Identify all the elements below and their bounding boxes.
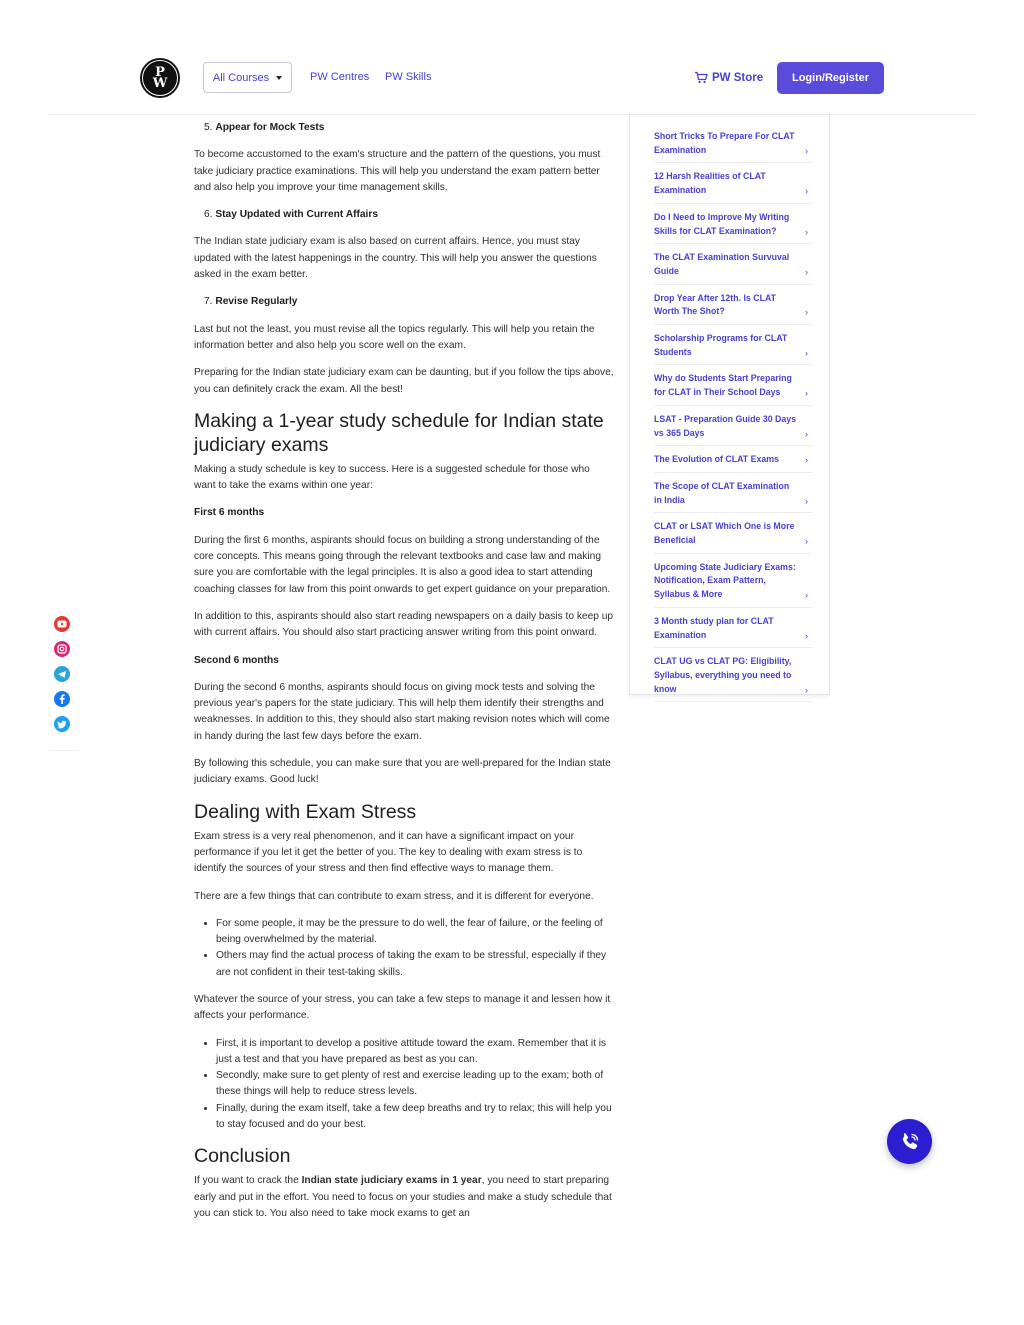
conclusion-text: , you need to start preparing early and put in the effort. You need to focus on your studies and make a study schedule that you can stick to. You also need to take mock exams to get an (194, 1175, 612, 1219)
sidebar-link-label: Drop Year After 12th. Is CLAT Worth The Shot? (654, 292, 777, 317)
social-share-bar (50, 610, 78, 751)
chevron-right-icon: › (805, 630, 808, 641)
chevron-right-icon: › (805, 145, 808, 156)
sidebar-link-label: Why do Students Start Preparing for CLAT in Their School Days (654, 373, 792, 398)
chevron-right-icon: › (805, 347, 808, 358)
sidebar-link[interactable] (654, 365, 812, 405)
list-item: • Others may find the actual process of taking the exam to be stressful, especially if they are not confident in their test-taking skills. (216, 948, 614, 981)
sidebar-link[interactable] (654, 244, 812, 284)
pw-store-link[interactable] (694, 71, 763, 84)
twitter-icon[interactable] (54, 716, 70, 732)
conclusion-text: If you want to crack the (194, 1175, 302, 1187)
sidebar-link[interactable] (654, 513, 812, 553)
list-item: • For some people, it may be the pressure to do well, the fear of failure, or the feeling of being overwhelmed by the material. (216, 916, 614, 949)
conclusion-heading: Conclusion (194, 1145, 291, 1168)
chevron-right-icon: › (805, 266, 808, 277)
schedule-intro: Making a study schedule is key to success. Here is a suggested schedule for those who want to take the exams within one year: (194, 463, 590, 492)
sidebar-link[interactable] (654, 446, 812, 473)
stress-paragraph-1: Exam stress is a very real phenomenon, and it can have a significant impact on your performance if you let it get the better of you. The key to dealing with exam stress is to identify the sources of your stress and then find effective ways to manage them. (194, 830, 583, 875)
sidebar-link[interactable] (654, 554, 812, 608)
facebook-icon[interactable] (54, 691, 70, 707)
telegram-icon[interactable] (54, 666, 70, 682)
step-6-heading (194, 207, 614, 223)
chevron-right-icon: › (805, 536, 808, 547)
sidebar-link-label: LSAT - Preparation Guide 30 Days vs 365 Days (654, 413, 797, 438)
caret-down-icon (276, 76, 282, 80)
chevron-right-icon: › (805, 307, 808, 318)
sidebar-link-label: The Scope of CLAT Examination in India (654, 480, 790, 505)
second-6-months-title: Second 6 months (194, 654, 279, 666)
stress-paragraph-3: Whatever the source of your stress, you can take a few steps to manage it and lessen how it affects your performance. (194, 993, 611, 1022)
step-number: 6. (204, 209, 213, 221)
chevron-right-icon: › (805, 226, 808, 237)
step-6-text: The Indian state judiciary exam is also based on current affairs. Hence, you must stay updated with the latest happenings in the country. This will help you answer the questions asked in the exam better. (194, 236, 597, 281)
related-articles-sidebar (629, 115, 830, 695)
all-courses-label: All Courses (212, 71, 270, 84)
sidebar-link-label: 3 Month study plan for CLAT Examination (654, 615, 774, 640)
sidebar-link-label: The Evolution of CLAT Exams (654, 454, 779, 465)
call-button[interactable] (887, 1119, 932, 1164)
schedule-heading: Making a 1-year study schedule for Indian state judiciary exams (194, 409, 604, 456)
sidebar-link-label: CLAT UG vs CLAT PG: Eligibility, Syllabus, everything you need to know (654, 656, 792, 694)
sidebar-link-label: Do I Need to Improve My Writing Skills for CLAT Examination? (654, 211, 790, 236)
sidebar-link[interactable] (654, 285, 812, 325)
youtube-icon[interactable] (54, 616, 70, 632)
sidebar-link[interactable] (654, 204, 812, 244)
first-6-months-title: First 6 months (194, 507, 265, 519)
chevron-right-icon: › (805, 495, 808, 506)
article-content (194, 120, 614, 1233)
sidebar-link[interactable] (654, 123, 812, 163)
step-number: 7. (204, 296, 213, 308)
sidebar-link[interactable] (654, 648, 812, 702)
store-label: PW Store (712, 71, 764, 84)
sidebar-link-label: Short Tricks To Prepare For CLAT Examination (654, 131, 795, 155)
conclusion-highlight: Indian state judiciary exams in 1 year (301, 1175, 482, 1187)
stress-list-2 (194, 1036, 614, 1134)
sidebar-link-label: The CLAT Examination Survuval Guide (654, 252, 790, 276)
step-5-text: To become accustomed to the exam's structure and the pattern of the questions, you must take judiciary practice examinations. This will help you understand the exam pattern better and also help you improve your time management skills. (194, 149, 601, 193)
chevron-right-icon: › (805, 186, 808, 197)
all-courses-dropdown[interactable] (203, 62, 292, 93)
step-title: Stay Updated with Current Affairs (215, 209, 378, 221)
prep-paragraph: Preparing for the Indian state judiciary exam can be daunting, but if you follow the tips above, you can definitely crack the exam. All the best! (194, 367, 614, 395)
second-6-months-text: During the second 6 months, aspirants should focus on giving mock tests and solving the previous year's papers for the state judiciary. This will help them identify their strengths and weaknesses. In addition to this, they should also start making revision notes which will come in handy during the last few days before the exam. (194, 681, 610, 742)
chevron-right-icon: › (805, 455, 808, 466)
step-7-text: Last but not the least, you must revise all the topics regularly. This will help you retain the information better and also help you score well on the exam. (194, 323, 595, 351)
conclusion-paragraph (194, 1173, 614, 1222)
chevron-right-icon: › (805, 684, 808, 695)
sidebar-link-label: Upcoming State Judiciary Exams: Notification, Exam Pattern, Syllabus & More (654, 561, 796, 600)
step-number: 5. (204, 122, 213, 133)
sidebar-link[interactable] (654, 406, 812, 446)
step-title: Revise Regularly (215, 296, 298, 308)
sidebar-link-label: 12 Harsh Realities of CLAT Examination (654, 171, 766, 196)
step-title: Appear for Mock Tests (215, 122, 325, 133)
nav-pw-centres[interactable]: PW Centres (310, 71, 370, 83)
stress-paragraph-2: There are a few things that can contribute to exam stress, and it is different for everyone. (194, 890, 594, 902)
chevron-right-icon: › (805, 388, 808, 399)
login-register-button[interactable]: Login/Register (777, 62, 884, 94)
stress-list-1 (194, 916, 614, 981)
header-divider (48, 114, 976, 115)
instagram-icon[interactable] (54, 641, 70, 657)
step-7-heading (194, 294, 614, 310)
cart-icon (694, 71, 708, 84)
first-6-months-text-2: In addition to this, aspirants should also start reading newspapers on a daily basis to keep up with current affairs. You should also start practicing answer writing from this point onward. (194, 610, 614, 639)
pw-logo[interactable] (140, 58, 180, 98)
sidebar-link[interactable] (654, 163, 812, 203)
sidebar-spacer (630, 115, 829, 123)
sidebar-link-label: Scholarship Programs for CLAT Students (654, 333, 788, 357)
sidebar-link[interactable] (654, 608, 812, 648)
list-item: • Secondly, make sure to get plenty of rest and exercise leading up to the exam; both of these things will help to reduce stress levels. (216, 1068, 614, 1101)
sidebar-link[interactable] (654, 473, 812, 513)
chevron-right-icon: › (805, 590, 808, 601)
sidebar-link[interactable] (654, 325, 812, 365)
second-6-months-text-2: By following this schedule, you can make sure that you are well-prepared for the Indian state judiciary exams. Good luck! (194, 758, 611, 786)
chevron-right-icon: › (805, 428, 808, 439)
stress-heading: Dealing with Exam Stress (194, 800, 417, 823)
logo-mark: P W (142, 60, 178, 96)
sidebar-link-label: CLAT or LSAT Which One is More Beneficial (654, 521, 795, 546)
first-6-months-text: During the first 6 months, aspirants should focus on building a strong understanding of the core concepts. This means going through the relevant textbooks and case law and making sure you are comfortable with the legal principles. It is also a good idea to start attending coaching classes for law from this point onwards to get expert guidance on your preparation. (194, 534, 611, 595)
phone-icon (899, 1131, 921, 1153)
list-item: • First, it is important to develop a positive attitude toward the exam. Remember that it is just a test and that you have prepared as best as you can. (216, 1036, 614, 1069)
step-5-heading (194, 120, 614, 136)
nav-pw-skills[interactable]: PW Skills (385, 71, 432, 83)
list-item: • Finally, during the exam itself, take a few deep breaths and try to relax; this will help you to stay focused and do your best. (216, 1101, 614, 1134)
site-header (0, 0, 1024, 115)
